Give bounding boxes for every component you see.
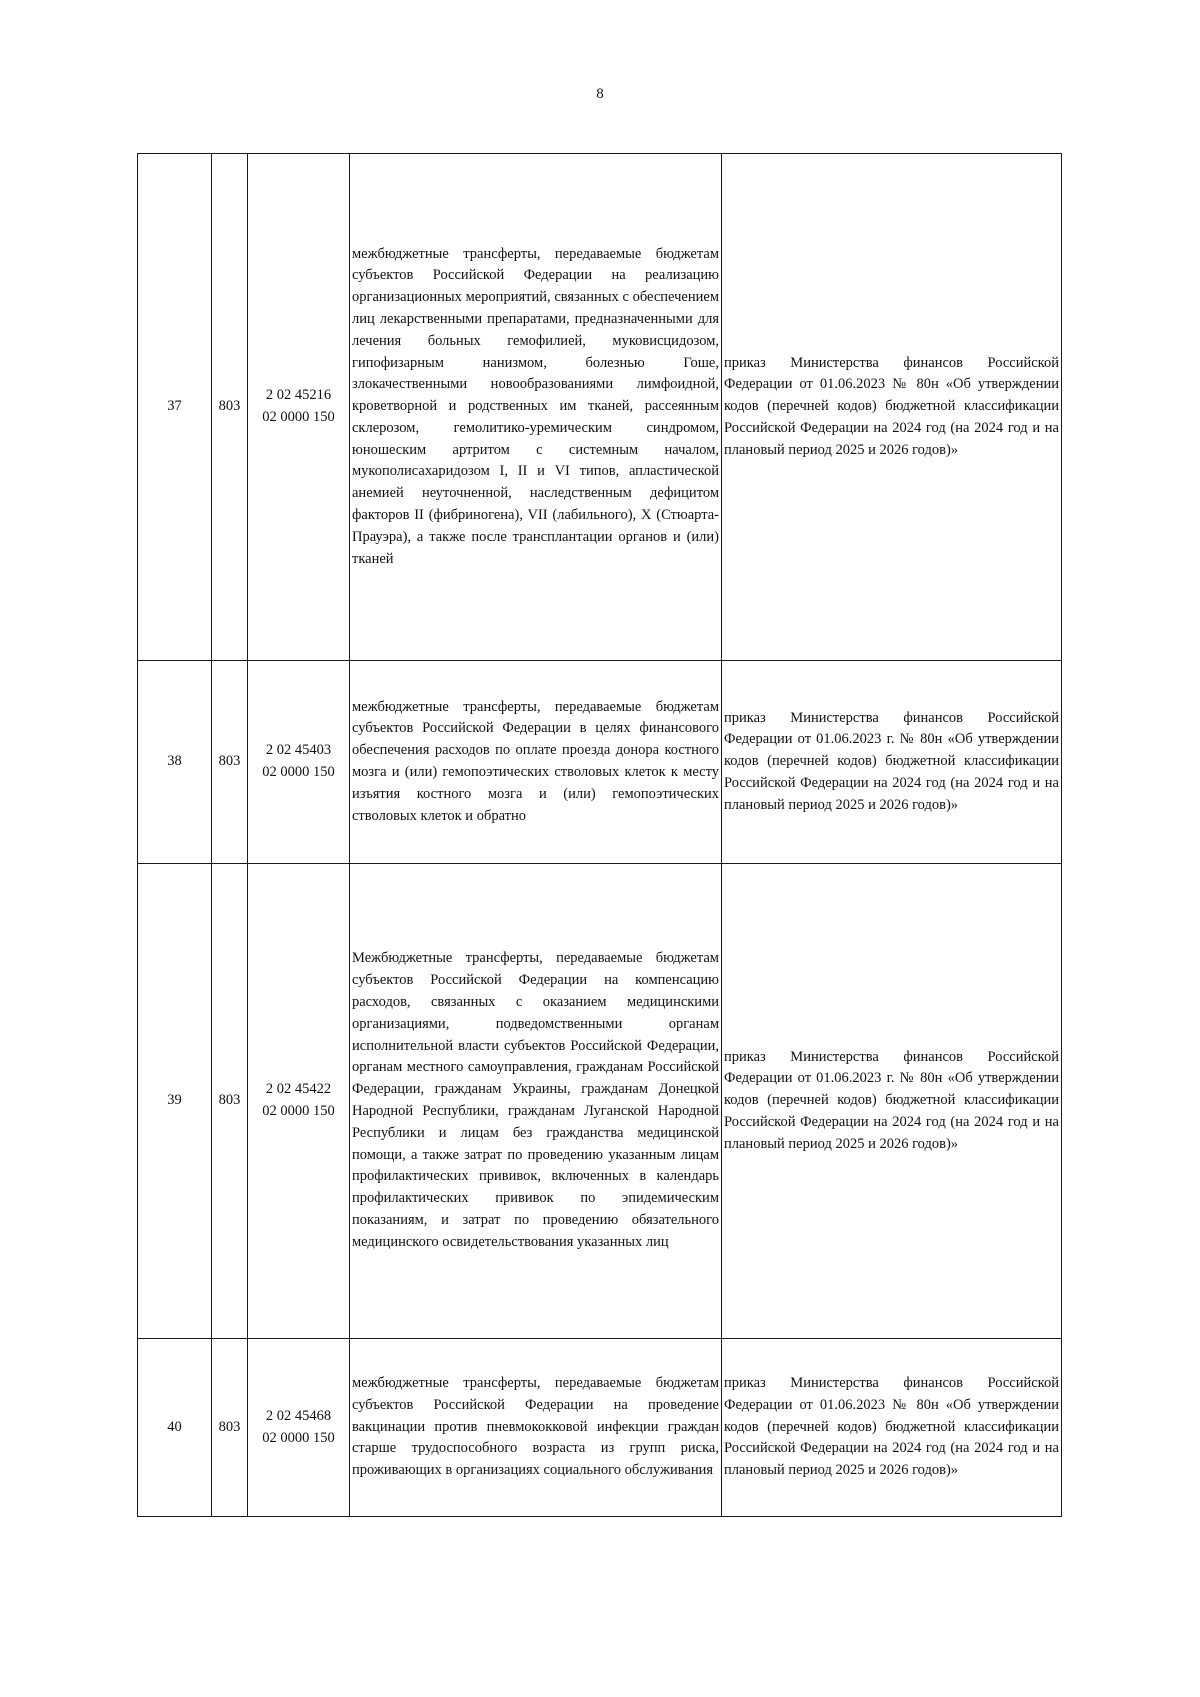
table-row [138,661,1062,864]
administrator-code: 803 [212,154,248,661]
income-code [248,661,350,864]
income-description: межбюджетные трансферты, передаваемые бюджетам субъектов Российской Федерации на проведение вакцинации против пневмококковой инфекции граждан старше трудоспособного возраста из групп риска, проживающих в организациях социального обслуживания [350,1339,722,1517]
table-row [138,1339,1062,1517]
income-code [248,864,350,1339]
table-row [138,154,1062,661]
row-number: 38 [138,661,212,864]
row-number: 37 [138,154,212,661]
income-code-part-2: 02 0000 150 [262,1429,335,1446]
income-code-part-2: 02 0000 150 [262,409,335,425]
administrator-code: 803 [212,1339,248,1517]
income-code-part-1: 2 02 45422 [265,1081,332,1098]
administrator-code: 803 [212,864,248,1339]
legal-basis: приказ Министерства финансов Российской Федерации от 01.06.2023 г. № 80н «Об утверждении кодов (перечней кодов) бюджетной классификации Российской Федерации на 2024 год (на 2024 год и на плановый период 2025 и 2026 годов)» [722,661,1062,864]
income-description: Межбюджетные трансферты, передаваемые бюджетам субъектов Российской Федерации на компенсацию расходов, связанных с оказанием медицинскими организациями, подведомственными органам исполнительной власти субъектов Российской Федерации, органам местного самоуправления, гражданам Российской Федерации, гражданам Украины, гражданам Донецкой Народной Республики, гражданам Луганской Народной Республики и лицам без гражданства медицинской помощи, а также затрат по проведению указанным лицам профилактических прививок, включенных в календарь профилактических прививок по эпидемическим показаниям, и затрат по проведению обязательного медицинского освидетельствования указанных лиц [350,864,722,1339]
legal-basis: приказ Министерства финансов Российской Федерации от 01.06.2023 г. № 80н «Об утверждении кодов (перечней кодов) бюджетной классификации Российской Федерации на 2024 год (на 2024 год и на плановый период 2025 и 2026 годов)» [722,864,1062,1339]
income-code-part-1: 2 02 45403 [265,742,332,759]
income-code-part-2: 02 0000 150 [262,1103,335,1119]
income-description: межбюджетные трансферты, передаваемые бюджетам субъектов Российской Федерации в целях финансового обеспечения расходов по оплате проезда донора костного мозга и (или) гемопоэтических стволовых клеток к месту изъятия костного мозга и (или) гемопоэтических стволовых клеток и обратно [350,661,722,864]
page-number: 8 [596,86,604,102]
income-code-part-1: 2 02 45216 [265,387,332,404]
income-code [248,1339,350,1517]
row-number: 39 [138,864,212,1339]
legal-basis: приказ Министерства финансов Российской Федерации от 01.06.2023 № 80н «Об утверждении кодов (перечней кодов) бюджетной классификации Российской Федерации на 2024 год (на 2024 год и на плановый период 2025 и 2026 годов)» [722,154,1062,661]
legal-basis: приказ Министерства финансов Российской Федерации от 01.06.2023 № 80н «Об утверждении кодов (перечней кодов) бюджетной классификации Российской Федерации на 2024 год (на 2024 год и на плановый период 2025 и 2026 годов)» [722,1339,1062,1517]
income-code-part-1: 2 02 45468 [265,1407,332,1424]
budget-codes-table [137,153,1062,1517]
income-code-part-2: 02 0000 150 [262,764,335,780]
administrator-code: 803 [212,661,248,864]
table-row [138,864,1062,1339]
income-code [248,154,350,661]
row-number: 40 [138,1339,212,1517]
income-description: межбюджетные трансферты, передаваемые бюджетам субъектов Российской Федерации на реализацию организационных мероприятий, связанных с обеспечением лиц лекарственными препаратами, предназначенными для лечения больных гемофилией, муковисцидозом, гипофизарным нанизмом, болезнью Гоше, злокачественными новообразованиями лимфоидной, кроветворной и родственных им тканей, рассеянным склерозом, гемолитико-уремическим синдромом, юношеским артритом с системным началом, мукополисахаридозом I, II и VI типов, апластической анемией неуточненной, наследственным дефицитом факторов II (фибриногена), VII (лабильного), X (Стюарта-Прауэра), а также после трансплантации органов и (или) тканей [350,154,722,661]
